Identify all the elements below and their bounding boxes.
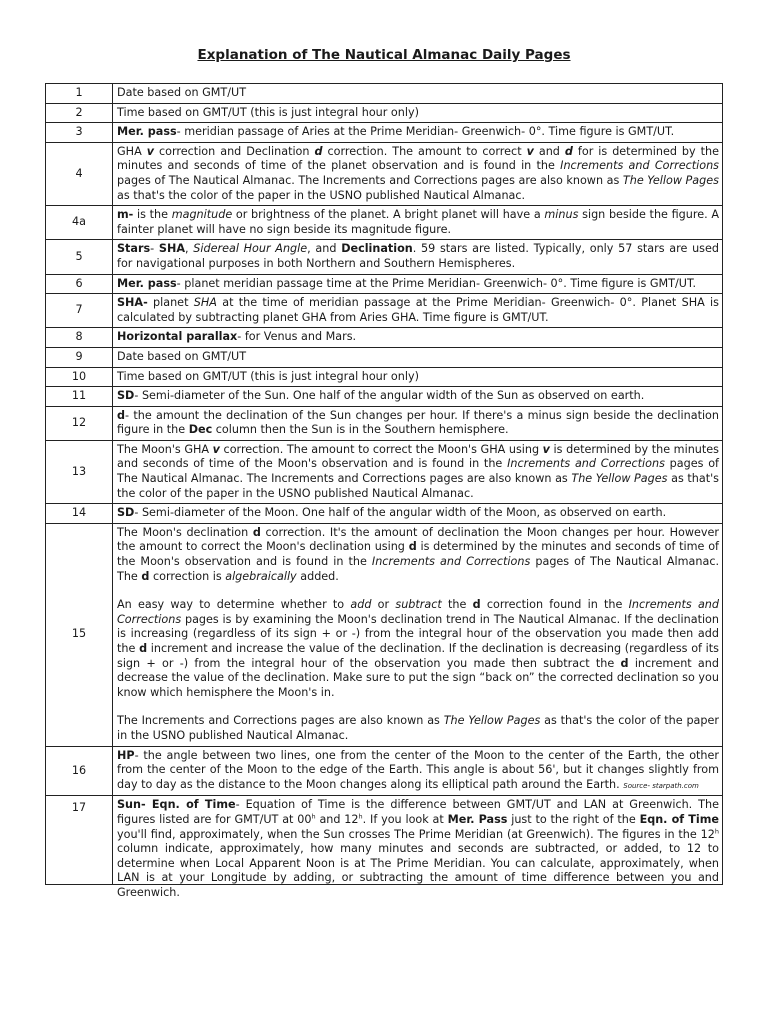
row-number: 4a [46,206,113,240]
row-description: Time based on GMT/UT (this is just integral hour only) [113,367,723,387]
row-number: 13 [46,440,113,503]
row-description: Date based on GMT/UT [113,347,723,367]
paragraph: The Increments and Corrections pages are also known as The Yellow Pages as that's the color of the paper in the USNO published Nautical Almanac. [117,714,719,742]
row-number: 2 [46,103,113,123]
table-row [46,406,723,440]
paragraph: The Moon's declination d correction. It's the amount of declination the Moon changes per hour. However the amount to correct the Moon's declination using d is determined by the minutes and seconds of time of the Moon's observation and is found in the Increments and Corrections pages of The Nautical Almanac. The d correction is algebraically added. [117,525,720,583]
table-row [46,523,723,746]
table-row [46,103,723,123]
row-description: Mer. pass- meridian passage of Aries at the Prime Meridian- Greenwich- 0°. Time figure is GMT/UT. [113,123,723,143]
row-number: 15 [46,523,113,746]
table-row [46,440,723,503]
row-number: 17 [46,796,113,885]
row-number: 10 [46,367,113,387]
page-title: Explanation of The Nautical Almanac Daily Pages [197,47,571,63]
row-description: The Moon's GHA v correction. The amount to correct the Moon's GHA using v is determined by the minutes and seconds of time of the Moon's observation and is found in the Increments and Corrections pages of The Nautical Almanac. The Increments and Corrections pages are also known as The Yellow Pages as that's the color of the paper in the USNO published Nautical Almanac. [113,440,723,503]
row-number: 3 [46,123,113,143]
row-number: 14 [46,504,113,524]
row-description: Date based on GMT/UT [113,84,723,104]
table-row [46,328,723,348]
table-row [46,240,723,274]
row-description: Time based on GMT/UT (this is just integral hour only) [113,103,723,123]
table-row [46,387,723,407]
row-description: Horizontal parallax- for Venus and Mars. [113,328,723,348]
source-note: Source- starpath.com [623,781,699,790]
table-row [46,746,723,796]
row-number: 11 [46,387,113,407]
row-number: 8 [46,328,113,348]
row-number: 6 [46,274,113,294]
table-row [46,84,723,104]
row-number: 12 [46,406,113,440]
row-description: SD- Semi-diameter of the Moon. One half of the angular width of the Moon, as observed on earth. [113,504,723,524]
table-row [46,123,723,143]
row-number: 16 [46,746,113,796]
table-row [46,796,723,885]
row-description: Sun- Eqn. of Time- Equation of Time is the difference between GMT/UT and LAN at Greenwich. The figures listed are for GMT/UT at 00$^h$ and 12$^h$. If you look at Mer. Pass just to the right of the Eqn. of Time you'll find, approximately, when the Sun crosses The Prime Meridian (at Greenwich). The figures in the 12$^h$ column indicate, approximately, how many minutes and seconds are subtracted, or added, to 12 to determine when Local Apparent Noon is at The Prime Meridian. You can calculate, approximately, when LAN is at your Longitude by adding, or subtracting the amount of time difference between you and Greenwich. [113,796,723,885]
row-description: d- the amount the declination of the Sun changes per hour. If there's a minus sign beside the declination figure in the Dec column then the Sun is in the Southern hemisphere. [113,406,723,440]
explanation-table [45,83,723,899]
table-row [46,367,723,387]
paragraph: An easy way to determine whether to add or subtract the d correction found in the Increments and Corrections pages is by examining the Moon's declination trend in The Nautical Almanac. If the declination is increasing (regardless of its sign + or -) from the integral hour of the observation you made then add the d increment and increase the value of the declination. If the declination is decreasing (regardless of its sign + or -) from the integral hour of the observation you made then subtract the d increment and decrease the value of the declination. Make sure to put the sign “back on” the corrected declination so you know which hemisphere the Moon's in. [117,598,719,699]
row-description: Stars- SHA, Sidereal Hour Angle, and Declination. 59 stars are listed. Typically, only 57 stars are used for navigational purposes in both Northern and Southern Hemispheres. [113,240,723,274]
table-row [46,347,723,367]
table-row [46,206,723,240]
table-row [46,294,723,328]
table-row [46,142,723,205]
row-number: 5 [46,240,113,274]
row-description: GHA v correction and Declination d correction. The amount to correct v and d for is determined by the minutes and seconds of time of the planet observation and is found in the Increments and Corrections pages of The Nautical Almanac. The Increments and Corrections pages are also known as The Yellow Pages as that's the color of the paper in the USNO published Nautical Almanac. [113,142,723,205]
table-row [46,504,723,524]
table-row [46,274,723,294]
row-number: 7 [46,294,113,328]
row-number: 9 [46,347,113,367]
row-description: m- is the magnitude or brightness of the planet. A bright planet will have a minus sign beside the figure. A fainter planet will have no sign beside its magnitude figure. [113,206,723,240]
row-description: Mer. pass- planet meridian passage time at the Prime Meridian- Greenwich- 0°. Time figure is GMT/UT. [113,274,723,294]
row-description [113,523,723,746]
row-description: SD- Semi-diameter of the Sun. One half of the angular width of the Sun as observed on earth. [113,387,723,407]
row-number: 1 [46,84,113,104]
row-description: HP- the angle between two lines, one from the center of the Moon to the center of the Earth, the other from the center of the Moon to the edge of the Earth. This angle is about 56', but it changes slightly from day to day as the distance to the Moon changes along its elliptical path around the Earth. Source- starpath.com [113,746,723,796]
row-number: 4 [46,142,113,205]
row-description: SHA- planet SHA at the time of meridian passage at the Prime Meridian- Greenwich- 0°. Planet SHA is calculated by subtracting planet GHA from Aries GHA. Time figure is GMT/UT. [113,294,723,328]
